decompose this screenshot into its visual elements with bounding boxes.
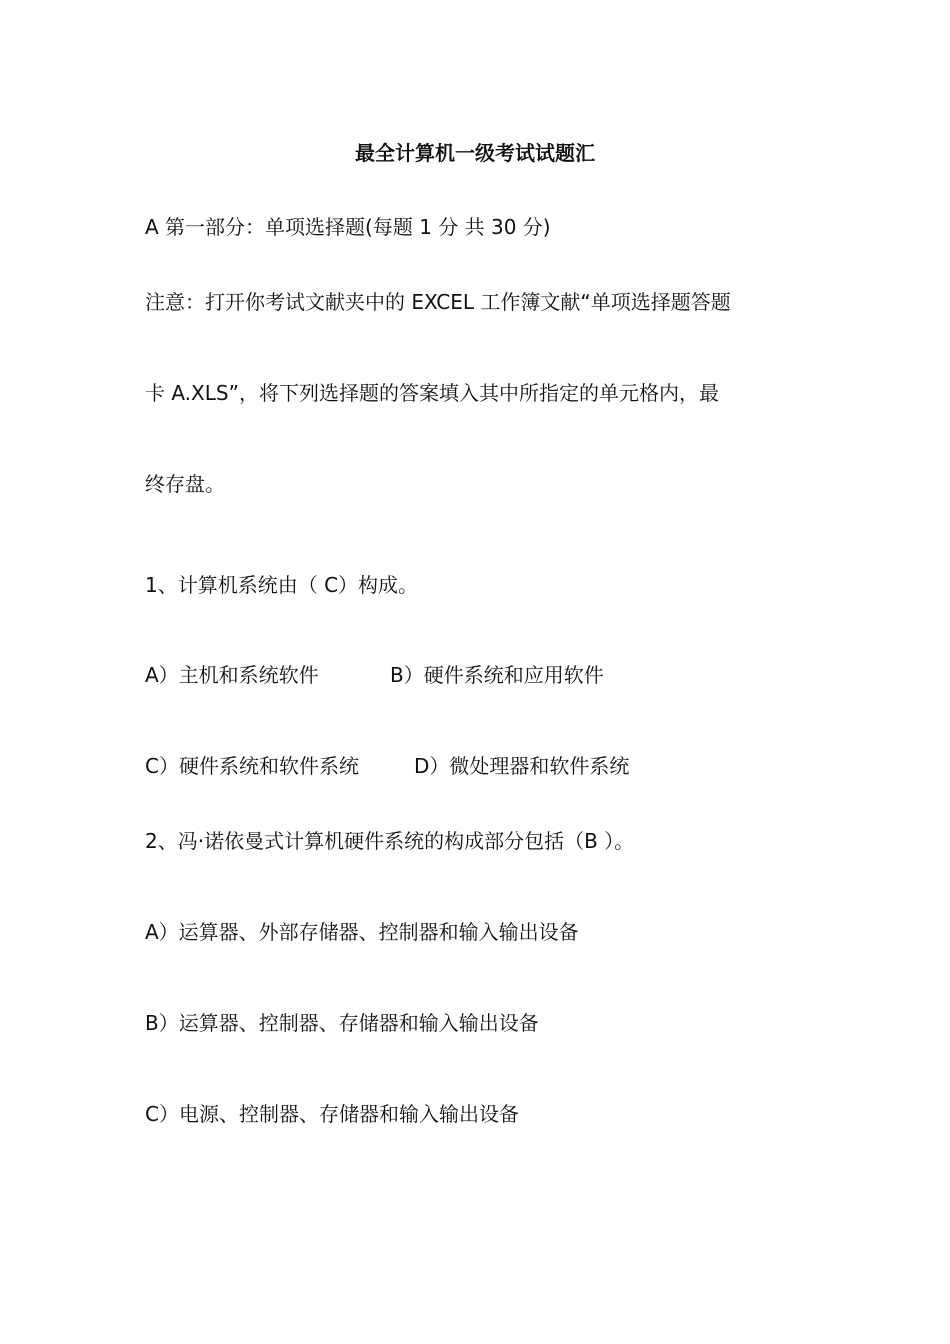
document-title: 最全计算机一级考试试题汇 [355, 141, 595, 165]
question-1-option-c: C）硬件系统和软件系统 [145, 754, 359, 778]
section-heading: A 第一部分：单项选择题(每题 1 分 共 30 分) [145, 215, 551, 239]
question-2-option-c: C）电源、控制器、存储器和输入输出设备 [145, 1102, 519, 1126]
question-1-option-a: A）主机和系统软件 [145, 663, 319, 687]
question-2-stem: 2、冯·诺依曼式计算机硬件系统的构成部分包括（B ）。 [145, 829, 635, 853]
question-2-option-a: A）运算器、外部存储器、控制器和输入输出设备 [145, 920, 579, 944]
notice-line-2: 卡 A.XLS”，将下列选择题的答案填入其中所指定的单元格内，最 [145, 381, 719, 405]
question-1-option-d: D）微处理器和软件系统 [414, 754, 630, 778]
question-2-option-b: B）运算器、控制器、存储器和输入输出设备 [145, 1011, 539, 1035]
notice-line-3: 终存盘。 [145, 472, 225, 496]
question-1-option-b: B）硬件系统和应用软件 [390, 663, 604, 687]
notice-line-1: 注意：打开你考试文献夹中的 EXCEL 工作簿文献“单项选择题答题 [145, 290, 731, 314]
question-1-stem: 1、计算机系统由（ C）构成。 [145, 573, 419, 597]
